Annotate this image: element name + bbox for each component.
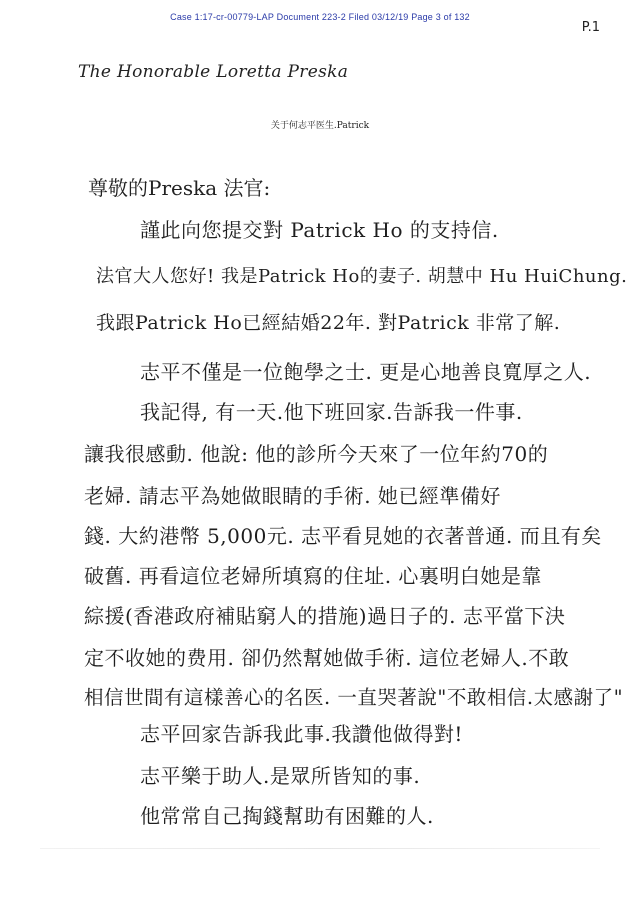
letter-line: 綜援(香港政府補貼窮人的措施)過日子的. 志平當下決 <box>84 604 566 628</box>
handwritten-page-number: P.1 <box>581 20 600 35</box>
letter-line: 老婦. 請志平為她做眼睛的手術. 她已經準備好 <box>84 484 501 508</box>
letter-line: 我記得, 有一天.他下班回家.告訴我一件事. <box>140 400 523 424</box>
letter-salutation: 尊敬的Preska 法官: <box>88 176 271 200</box>
letter-line: 定不收她的费用. 卻仍然幫她做手術. 這位老婦人.不敢 <box>84 646 570 670</box>
letter-line: 志平回家告訴我此事.我讚他做得對! <box>140 722 463 746</box>
letter-line: 志平不僅是一位飽學之士. 更是心地善良寬厚之人. <box>140 360 592 384</box>
court-filing-header: Case 1:17-cr-00779-LAP Document 223-2 Filed 03/12/19 Page 3 of 132 <box>170 12 470 22</box>
scan-artifact-line <box>40 848 600 849</box>
letter-line: 破舊. 再看這位老婦所填寫的住址. 心裏明白她是靠 <box>84 564 542 588</box>
letter-line: 讓我很感動. 他說: 他的診所今天來了一位年約70的 <box>84 442 549 466</box>
letter-line: 相信世間有這樣善心的名医. 一直哭著說"不敢相信.太感謝了" <box>84 686 624 709</box>
letter-line: 志平樂于助人.是眾所皆知的事. <box>140 764 421 788</box>
letter-line: 錢. 大約港幣 5,000元. 志平看見她的衣著普通. 而且有矣 <box>84 524 602 548</box>
letter-addressee: The Honorable Loretta Preska <box>78 62 349 82</box>
letter-line: 謹此向您提交對 Patrick Ho 的支持信. <box>140 218 499 242</box>
letter-subject: 关于何志平医生.Patrick <box>270 121 370 131</box>
letter-line: 他常常自己掏錢幫助有困難的人. <box>140 804 434 828</box>
letter-line: 我跟Patrick Ho已經結婚22年. 對Patrick 非常了解. <box>96 312 561 334</box>
letter-line: 法官大人您好! 我是Patrick Ho的妻子. 胡慧中 Hu HuiChung. <box>96 266 628 287</box>
